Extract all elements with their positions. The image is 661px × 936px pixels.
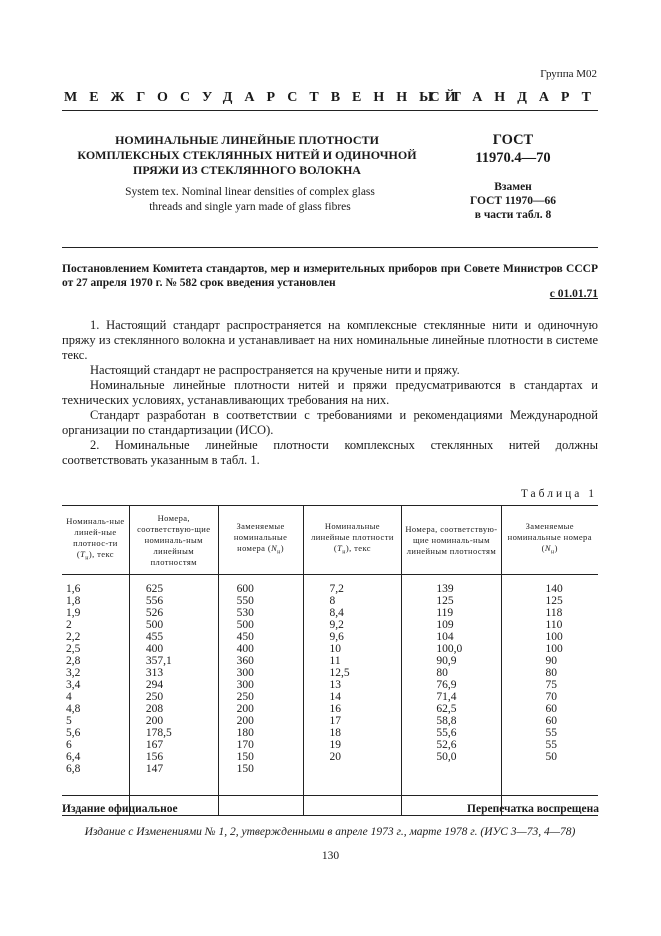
table-cell: 4 — [66, 691, 72, 703]
table-cell: 357,1 — [129, 655, 218, 667]
table-row — [62, 703, 598, 715]
table-cell: 9,2 — [303, 619, 402, 631]
table-caption: Таблица 1 — [520, 488, 597, 500]
column-header: Номера, соответствую-щие номиналь-ным линейным плотностям — [402, 506, 501, 575]
table-cell: 55,6 — [402, 727, 501, 739]
table-cell: 50,0 — [402, 751, 501, 763]
table-cell: 140 — [501, 583, 598, 595]
table-spacer-row — [62, 575, 598, 584]
table-cell: 100 — [501, 631, 598, 643]
table-cell: 2,2 — [66, 631, 81, 643]
table-cell: 50 — [501, 751, 598, 763]
table-row — [62, 739, 598, 751]
table-cell — [501, 763, 598, 775]
table-cell: 6,8 — [66, 763, 81, 775]
table-cell: 400 — [129, 643, 218, 655]
table-cell: 2 — [66, 619, 72, 631]
table-cell: 75 — [501, 679, 598, 691]
table-cell: 450 — [218, 631, 303, 643]
official-edition: Издание официальное — [62, 803, 178, 815]
table-cell: 526 — [129, 607, 218, 619]
table-row — [62, 619, 598, 631]
title-line: НОМИНАЛЬНЫЕ ЛИНЕЙНЫЕ ПЛОТНОСТИ — [115, 133, 379, 147]
table-cell: 313 — [129, 667, 218, 679]
column-header: Номера, соответствую-щие номиналь-ным линейным плотностям — [129, 506, 218, 575]
table-cell: 300 — [218, 667, 303, 679]
table-cell: 9,6 — [303, 631, 402, 643]
table-cell: 60 — [501, 715, 598, 727]
gost-label: ГОСТ — [492, 132, 534, 148]
table-row — [62, 763, 598, 775]
page-number: 130 — [321, 850, 340, 862]
table-cell: 16 — [303, 703, 402, 715]
table-cell: 250 — [129, 691, 218, 703]
gost-designation — [448, 131, 578, 167]
table-cell: 10 — [303, 643, 402, 655]
table-cell: 6,4 — [66, 751, 81, 763]
edition-note: Издание с Изменениями № 1, 2, утвержденными в апреле 1973 г., марте 1978 г. (ИУС 3—73, 4—78) — [84, 826, 576, 838]
table-cell: 80 — [402, 667, 501, 679]
paragraph: 1. Настоящий стандарт распространяется на комплексные стеклянные нити и одиночную пряжу из стеклянного волокна и устанавливает на них номинальные линейные плотности в системе текс. — [62, 318, 598, 362]
table-cell: 18 — [303, 727, 402, 739]
table-row — [62, 607, 598, 619]
table-row — [62, 679, 598, 691]
paragraph: 2. Номинальные линейные плотности комплексных стеклянных нитей должны соответствовать указанным в табл. 1. — [62, 438, 598, 467]
table-cell: 180 — [218, 727, 303, 739]
group-code: Группа М02 — [540, 68, 597, 80]
english-title — [100, 185, 400, 215]
english-title-line: threads and single yarn made of glass fibres — [149, 201, 351, 213]
table-cell: 118 — [501, 607, 598, 619]
table-cell: 6 — [66, 739, 72, 751]
table-row — [62, 715, 598, 727]
table-cell: 1,9 — [66, 607, 81, 619]
table-cell: 200 — [129, 715, 218, 727]
paragraph: Номинальные линейные плотности нитей и пряжи предусматриваются в стандартах и технических условиях, устанавливающих требования на них. — [62, 378, 598, 407]
table-cell: 7,2 — [303, 583, 402, 595]
table-cell: 550 — [218, 595, 303, 607]
replaces-line: ГОСТ 11970—66 — [469, 195, 557, 207]
table-cell: 1,8 — [66, 595, 81, 607]
table-cell: 150 — [218, 751, 303, 763]
table-cell: 100,0 — [402, 643, 501, 655]
table-cell: 250 — [218, 691, 303, 703]
table-row — [62, 643, 598, 655]
table-cell: 110 — [501, 619, 598, 631]
table-cell: 11 — [303, 655, 402, 667]
body-text — [62, 318, 598, 468]
standard-label: СТАНДАРТ — [429, 90, 603, 105]
title-line: ПРЯЖИ ИЗ СТЕКЛЯННОГО ВОЛОКНА — [133, 163, 361, 177]
table-row — [62, 655, 598, 667]
table-cell: 104 — [402, 631, 501, 643]
table-cell: 3,4 — [66, 679, 81, 691]
table-cell: 19 — [303, 739, 402, 751]
table-cell: 12,5 — [303, 667, 402, 679]
table-row — [62, 691, 598, 703]
table-header-row — [62, 506, 598, 575]
table-cell: 294 — [129, 679, 218, 691]
english-title-line: System tex. Nominal linear densities of complex glass — [125, 186, 375, 198]
decree-text: Постановлением Комитета стандартов, мер и измерительных приборов при Совете Министров СССР от 27 апреля 1970 г. № 582 срок введения установлен — [62, 263, 598, 289]
table-cell: 125 — [501, 595, 598, 607]
table-cell: 20 — [303, 751, 402, 763]
table-cell: 90,9 — [402, 655, 501, 667]
table-cell: 300 — [218, 679, 303, 691]
table-row — [62, 583, 598, 595]
effective-date: с 01.01.71 — [549, 288, 598, 300]
table-cell: 71,4 — [402, 691, 501, 703]
table-cell: 530 — [218, 607, 303, 619]
paragraph: Настоящий стандарт не распространяется на крученые нити и пряжу. — [90, 363, 460, 377]
table-cell: 52,6 — [402, 739, 501, 751]
column-header: Номиналь-ные линей-ные плотнос-ти $(T_н)$, текс — [62, 506, 129, 575]
table-cell: 156 — [129, 751, 218, 763]
title-line: КОМПЛЕКСНЫХ СТЕКЛЯННЫХ НИТЕЙ И ОДИНОЧНОЙ — [77, 148, 417, 162]
table-cell: 4,8 — [66, 703, 81, 715]
table-cell: 2,8 — [66, 655, 81, 667]
table-cell: 170 — [218, 739, 303, 751]
table-cell: 500 — [218, 619, 303, 631]
table-cell: 100 — [501, 643, 598, 655]
table-cell: 90 — [501, 655, 598, 667]
table-cell: 600 — [218, 583, 303, 595]
table-row — [62, 727, 598, 739]
table-cell: 58,8 — [402, 715, 501, 727]
table-cell: 119 — [402, 607, 501, 619]
table-cell: 3,2 — [66, 667, 81, 679]
table-cell — [303, 763, 402, 775]
table-row — [62, 667, 598, 679]
table-cell: 62,5 — [402, 703, 501, 715]
table-cell: 2,5 — [66, 643, 81, 655]
standard-title — [62, 133, 432, 178]
table-cell: 109 — [402, 619, 501, 631]
reprint-notice: Перепечатка воспрещена — [467, 803, 599, 815]
table-cell: 5,6 — [66, 727, 81, 739]
table-cell: 8,4 — [303, 607, 402, 619]
interstate-label: МЕЖГОСУДАРСТВЕННЫЙ — [64, 90, 468, 105]
table-cell: 360 — [218, 655, 303, 667]
replaces-note — [448, 180, 578, 222]
table-cell: 70 — [501, 691, 598, 703]
table-cell: 55 — [501, 739, 598, 751]
paragraph: Стандарт разработан в соответствии с требованиями и рекомендациями Международной организации по стандартизации (ИСО). — [62, 408, 598, 437]
table-cell: 14 — [303, 691, 402, 703]
table-cell: 8 — [303, 595, 402, 607]
table-cell: 500 — [129, 619, 218, 631]
table-cell: 400 — [218, 643, 303, 655]
table-cell: 556 — [129, 595, 218, 607]
table-cell: 139 — [402, 583, 501, 595]
footer-rule — [62, 795, 598, 796]
gost-number: 11970.4—70 — [475, 150, 551, 166]
table-cell: 625 — [129, 583, 218, 595]
table-cell: 147 — [129, 763, 218, 775]
table-cell: 80 — [501, 667, 598, 679]
table-cell — [402, 763, 501, 775]
column-header: Заменяемые номинальные номера $(N_н)$ — [218, 506, 303, 575]
table-cell: 76,9 — [402, 679, 501, 691]
replaces-line: в части табл. 8 — [474, 209, 552, 221]
table-cell: 455 — [129, 631, 218, 643]
table-cell: 208 — [129, 703, 218, 715]
header-rule — [62, 110, 598, 111]
table-cell: 13 — [303, 679, 402, 691]
column-header: Заменяемые номинальные номера $(N_н)$ — [501, 506, 598, 575]
table-cell: 150 — [218, 763, 303, 775]
table-cell: 178,5 — [129, 727, 218, 739]
density-table — [62, 505, 598, 816]
table-cell: 125 — [402, 595, 501, 607]
table-cell: 167 — [129, 739, 218, 751]
table-cell: 17 — [303, 715, 402, 727]
column-header: Номинальные линейные плотности $(T_н)$, текс — [303, 506, 402, 575]
table-cell: 200 — [218, 715, 303, 727]
table-cell: 200 — [218, 703, 303, 715]
table-cell: 60 — [501, 703, 598, 715]
table-row — [62, 751, 598, 763]
table-cell: 55 — [501, 727, 598, 739]
table-cell: 5 — [66, 715, 72, 727]
replaces-line: Взамен — [494, 181, 532, 193]
title-rule — [62, 247, 598, 248]
table-row — [62, 595, 598, 607]
table-cell: 1,6 — [66, 583, 81, 595]
table-row — [62, 631, 598, 643]
